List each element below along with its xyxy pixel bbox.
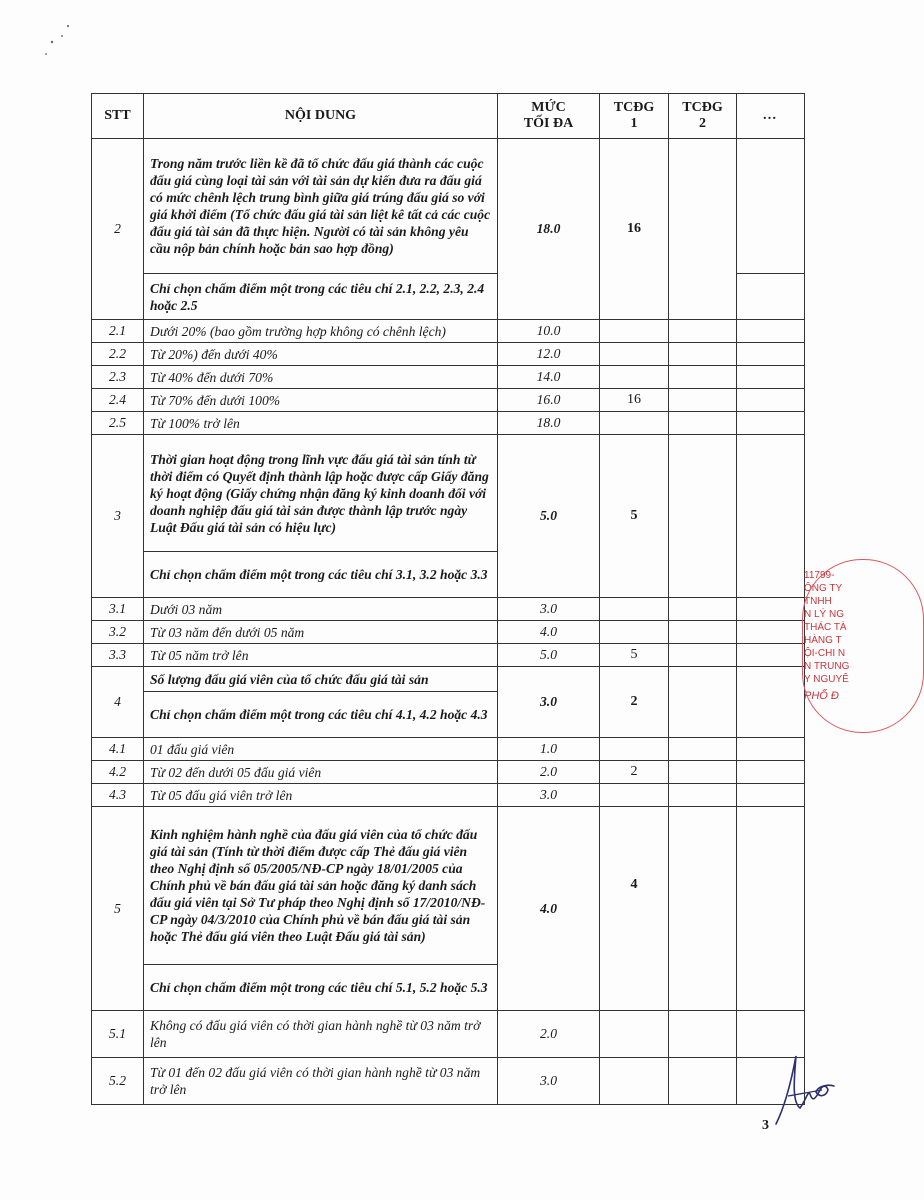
company-seal — [796, 555, 850, 735]
row-content: Từ 40% đến dưới 70% — [144, 366, 498, 389]
table-row — [92, 598, 805, 621]
row-stt: 5 — [92, 807, 144, 1011]
row-stt: 4.1 — [92, 738, 144, 761]
row-note: Chỉ chọn chấm điểm một trong các tiêu chí 3.1, 3.2 hoặc 3.3 — [144, 552, 498, 598]
row-max: 4.0 — [498, 807, 600, 1011]
table-row — [92, 389, 805, 412]
row-more — [737, 412, 805, 435]
row-tcdg2 — [669, 343, 737, 366]
row-max: 3.0 — [498, 667, 600, 738]
row-more — [737, 435, 805, 598]
row-more — [737, 389, 805, 412]
row-content: Dưới 03 năm — [144, 598, 498, 621]
row-tcdg1: 2 — [600, 761, 669, 784]
row-stt: 3.2 — [92, 621, 144, 644]
row-tcdg2 — [669, 621, 737, 644]
row-content: Từ 03 năm đến dưới 05 năm — [144, 621, 498, 644]
row-tcdg1: 5 — [600, 435, 669, 598]
row-tcdg1 — [600, 343, 669, 366]
row-tcdg2 — [669, 761, 737, 784]
table-row — [92, 412, 805, 435]
row-tcdg2 — [669, 389, 737, 412]
row-tcdg1 — [600, 366, 669, 389]
table-row — [92, 320, 805, 343]
row-content: Từ 70% đến dưới 100% — [144, 389, 498, 412]
table-row — [92, 621, 805, 644]
row-max: 4.0 — [498, 621, 600, 644]
row-tcdg1: 5 — [600, 644, 669, 667]
row-stt: 2.3 — [92, 366, 144, 389]
row-max: 18.0 — [498, 412, 600, 435]
row-tcdg2 — [669, 366, 737, 389]
row-content: Từ 01 đến 02 đấu giá viên có thời gian hành nghề từ 03 năm trở lên — [144, 1058, 498, 1105]
header-content: NỘI DUNG — [144, 94, 498, 139]
header-stt: STT — [92, 94, 144, 139]
row-tcdg1 — [600, 598, 669, 621]
table-row — [92, 761, 805, 784]
row-stt: 5.1 — [92, 1011, 144, 1058]
row-tcdg1 — [600, 738, 669, 761]
table-row — [92, 435, 805, 552]
table-row — [92, 807, 805, 965]
row-tcdg2 — [669, 644, 737, 667]
row-max: 14.0 — [498, 366, 600, 389]
signature-initials — [770, 1050, 836, 1130]
row-tcdg2 — [669, 598, 737, 621]
row-tcdg1 — [600, 1011, 669, 1058]
row-tcdg2 — [669, 667, 737, 738]
row-content: Từ 05 năm trở lên — [144, 644, 498, 667]
row-content: Trong năm trước liền kề đã tổ chức đấu giá thành các cuộc đấu giá cùng loại tài sản với tài sản dự kiến đưa ra đấu giá có mức chênh lệch trung bình giữa giá trúng đấu giá so với giá khởi điểm (Tổ chức đấu giá tài sản liệt kê tất cả các cuộc đấu giá tài sản đã thực hiện. Người có tài sản không yêu cầu nộp bản chính hoặc bản sao hợp đồng) — [144, 139, 498, 274]
row-stt: 2.5 — [92, 412, 144, 435]
row-more — [737, 807, 805, 1011]
row-stt: 3.1 — [92, 598, 144, 621]
row-tcdg1 — [600, 320, 669, 343]
row-max: 2.0 — [498, 761, 600, 784]
row-more — [737, 139, 805, 274]
row-note: Chỉ chọn chấm điểm một trong các tiêu chí 4.1, 4.2 hoặc 4.3 — [144, 692, 498, 738]
row-tcdg1 — [600, 784, 669, 807]
row-more — [737, 274, 805, 320]
row-more — [737, 598, 805, 621]
row-stt: 3 — [92, 435, 144, 598]
row-tcdg1 — [600, 1058, 669, 1105]
row-tcdg2 — [669, 738, 737, 761]
table-row — [92, 738, 805, 761]
seal-ring — [802, 559, 924, 733]
table-row — [92, 1011, 805, 1058]
row-more — [737, 667, 805, 738]
row-max: 3.0 — [498, 1058, 600, 1105]
row-tcdg1 — [600, 621, 669, 644]
row-tcdg2 — [669, 784, 737, 807]
row-max: 18.0 — [498, 139, 600, 320]
row-tcdg1: 16 — [600, 389, 669, 412]
row-content: Thời gian hoạt động trong lĩnh vực đấu giá tài sản tính từ thời điểm có Quyết định thành lập hoặc được cấp Giấy đăng ký hoạt động (Giấy chứng nhận đăng ký kinh doanh đối với doanh nghiệp đấu giá tài sản được thành lập trước ngày Luật Đấu giá tài sản có hiệu lực) — [144, 435, 498, 552]
header-tcdg2: TCĐG 2 — [669, 94, 737, 139]
row-more — [737, 621, 805, 644]
row-more — [737, 644, 805, 667]
row-more — [737, 784, 805, 807]
page-number: 3 — [762, 1118, 769, 1133]
row-tcdg2 — [669, 1058, 737, 1105]
row-tcdg1 — [600, 412, 669, 435]
table-row — [92, 139, 805, 274]
row-max: 5.0 — [498, 644, 600, 667]
header-max: MỨC TỐI ĐA — [498, 94, 600, 139]
row-tcdg2 — [669, 435, 737, 598]
row-content: Dưới 20% (bao gồm trường hợp không có chênh lệch) — [144, 320, 498, 343]
row-stt: 3.3 — [92, 644, 144, 667]
row-stt: 4.2 — [92, 761, 144, 784]
table-row — [92, 644, 805, 667]
row-more — [737, 343, 805, 366]
row-max: 16.0 — [498, 389, 600, 412]
row-content: Số lượng đấu giá viên của tổ chức đấu giá tài sản — [144, 667, 498, 692]
row-content: 01 đấu giá viên — [144, 738, 498, 761]
row-content: Kinh nghiệm hành nghề của đấu giá viên của tổ chức đấu giá tài sản (Tính từ thời điểm được cấp Thẻ đấu giá viên theo Nghị định số 05/2005/NĐ-CP ngày 18/01/2005 của Chính phủ về bán đấu giá tài sản hoặc đăng ký danh sách đấu giá viên tại Sở Tư pháp theo Nghị định số 17/2010/NĐ-CP ngày 04/3/2010 của Chính phủ về bán đấu giá tài sản hoặc Thẻ đấu giá viên theo Luật Đấu giá tài sản) — [144, 807, 498, 965]
row-max: 2.0 — [498, 1011, 600, 1058]
row-more — [737, 366, 805, 389]
row-tcdg2 — [669, 1011, 737, 1058]
row-stt: 2.2 — [92, 343, 144, 366]
row-note: Chỉ chọn chấm điểm một trong các tiêu chí 2.1, 2.2, 2.3, 2.4 hoặc 2.5 — [144, 274, 498, 320]
row-tcdg1: 4 — [600, 807, 669, 1011]
row-tcdg1: 2 — [600, 667, 669, 738]
table-row — [92, 1058, 805, 1105]
row-note: Chỉ chọn chấm điểm một trong các tiêu chí 5.1, 5.2 hoặc 5.3 — [144, 965, 498, 1011]
row-content: Từ 20%) đến dưới 40% — [144, 343, 498, 366]
header-more: … — [737, 94, 805, 139]
row-stt: 4 — [92, 667, 144, 738]
row-tcdg2 — [669, 320, 737, 343]
table-row — [92, 667, 805, 692]
row-stt: 2.4 — [92, 389, 144, 412]
row-max: 1.0 — [498, 738, 600, 761]
row-more — [737, 738, 805, 761]
table-row — [92, 343, 805, 366]
row-max: 10.0 — [498, 320, 600, 343]
row-tcdg1: 16 — [600, 139, 669, 320]
row-max: 5.0 — [498, 435, 600, 598]
table-row — [92, 366, 805, 389]
row-content: Không có đấu giá viên có thời gian hành nghề từ 03 năm trở lên — [144, 1011, 498, 1058]
row-stt: 4.3 — [92, 784, 144, 807]
scan-specks — [40, 20, 80, 60]
row-stt: 5.2 — [92, 1058, 144, 1105]
row-tcdg2 — [669, 807, 737, 1011]
row-content: Từ 100% trở lên — [144, 412, 498, 435]
row-max: 3.0 — [498, 598, 600, 621]
row-more — [737, 320, 805, 343]
seal-text: 11799- ÔNG TY TNHH N LÝ NG THÁC TÀ HÀNG T ỘI-CHI N N TRUNG Y NGUYÊ PHỐ Đ — [804, 570, 850, 702]
row-tcdg2 — [669, 412, 737, 435]
row-more — [737, 761, 805, 784]
header-tcdg1: TCĐG 1 — [600, 94, 669, 139]
header-row — [92, 94, 805, 139]
row-stt: 2.1 — [92, 320, 144, 343]
row-content: Từ 05 đấu giá viên trở lên — [144, 784, 498, 807]
scoring-table — [91, 93, 805, 1105]
row-stt: 2 — [92, 139, 144, 320]
table-row — [92, 784, 805, 807]
row-content: Từ 02 đến dưới 05 đấu giá viên — [144, 761, 498, 784]
row-max: 3.0 — [498, 784, 600, 807]
row-tcdg2 — [669, 139, 737, 320]
row-max: 12.0 — [498, 343, 600, 366]
